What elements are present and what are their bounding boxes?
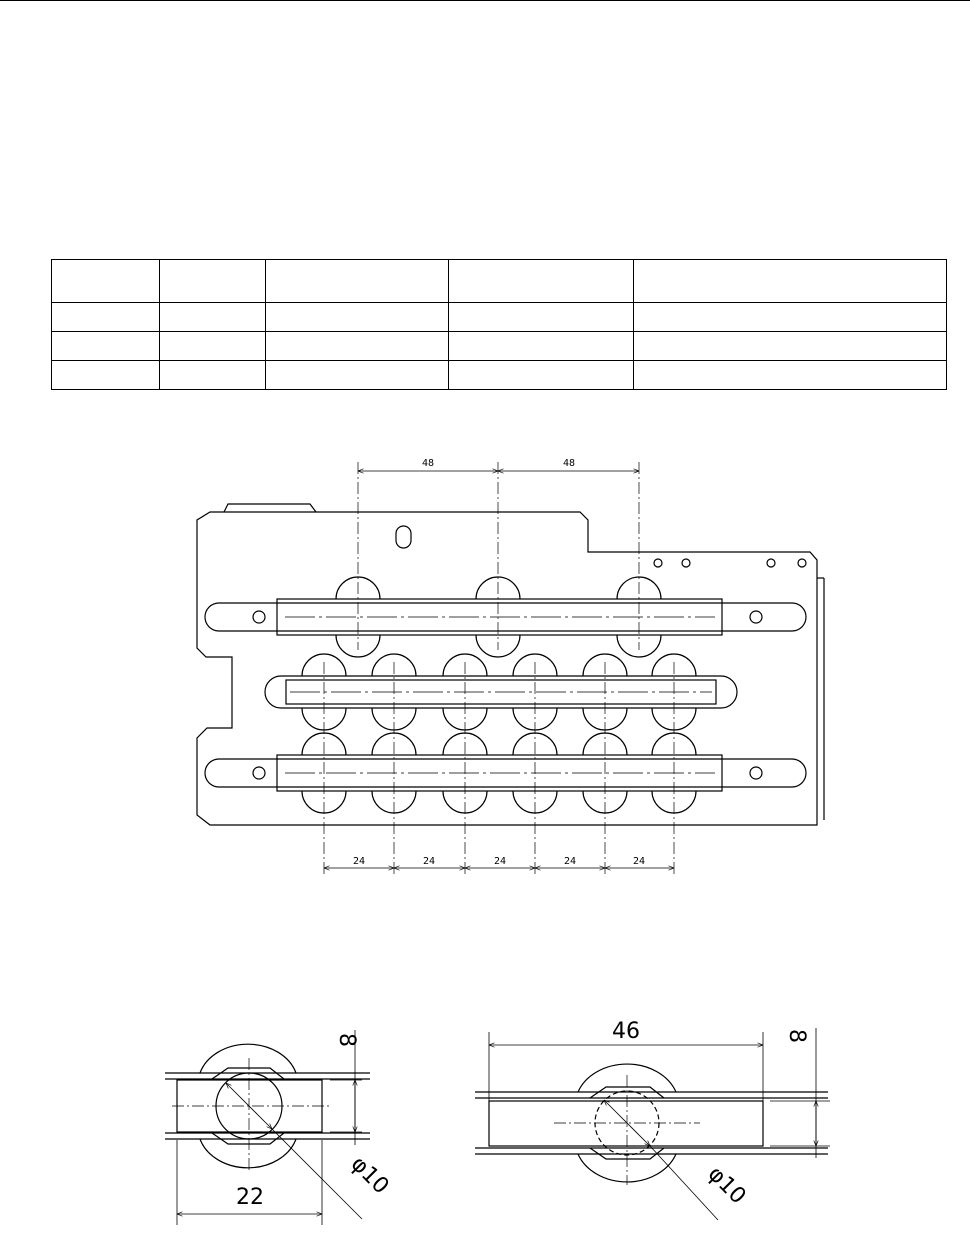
detail-left-drawing: [165, 1030, 370, 1225]
dim-top-1: 48: [421, 458, 435, 469]
dim-right-diameter: φ10: [702, 1161, 751, 1210]
dim-bottom-3: 24: [493, 856, 507, 867]
main-top-dimensions: [422, 458, 575, 469]
dim-bottom-2: 24: [422, 856, 436, 867]
plate-top-tab: [224, 504, 316, 512]
slot-hole: [396, 526, 411, 548]
main-bottom-dimensions: [353, 856, 645, 867]
small-hole: [767, 559, 775, 567]
dim-bottom-5: 24: [632, 856, 646, 867]
dim-top-2: 48: [562, 458, 576, 469]
small-hole: [682, 559, 690, 567]
dim-left-height: 8: [334, 1033, 359, 1047]
dim-right-height: 8: [784, 1029, 809, 1043]
middle-rail: [265, 654, 737, 730]
small-hole: [654, 559, 662, 567]
main-plate-drawing: [197, 462, 824, 875]
detail-right-drawing: [475, 1028, 830, 1220]
top-rail: [205, 577, 806, 657]
dim-bottom-1: 24: [352, 856, 366, 867]
dim-left-width: 22: [236, 1185, 264, 1210]
small-hole: [798, 559, 806, 567]
detail-left-dimensions: [236, 1033, 393, 1210]
dim-left-diameter: φ10: [345, 1151, 394, 1200]
dim-right-width: 46: [612, 1019, 640, 1044]
bottom-rail: [205, 733, 806, 813]
plate-outline: [197, 512, 817, 825]
dim-bottom-4: 24: [563, 856, 577, 867]
